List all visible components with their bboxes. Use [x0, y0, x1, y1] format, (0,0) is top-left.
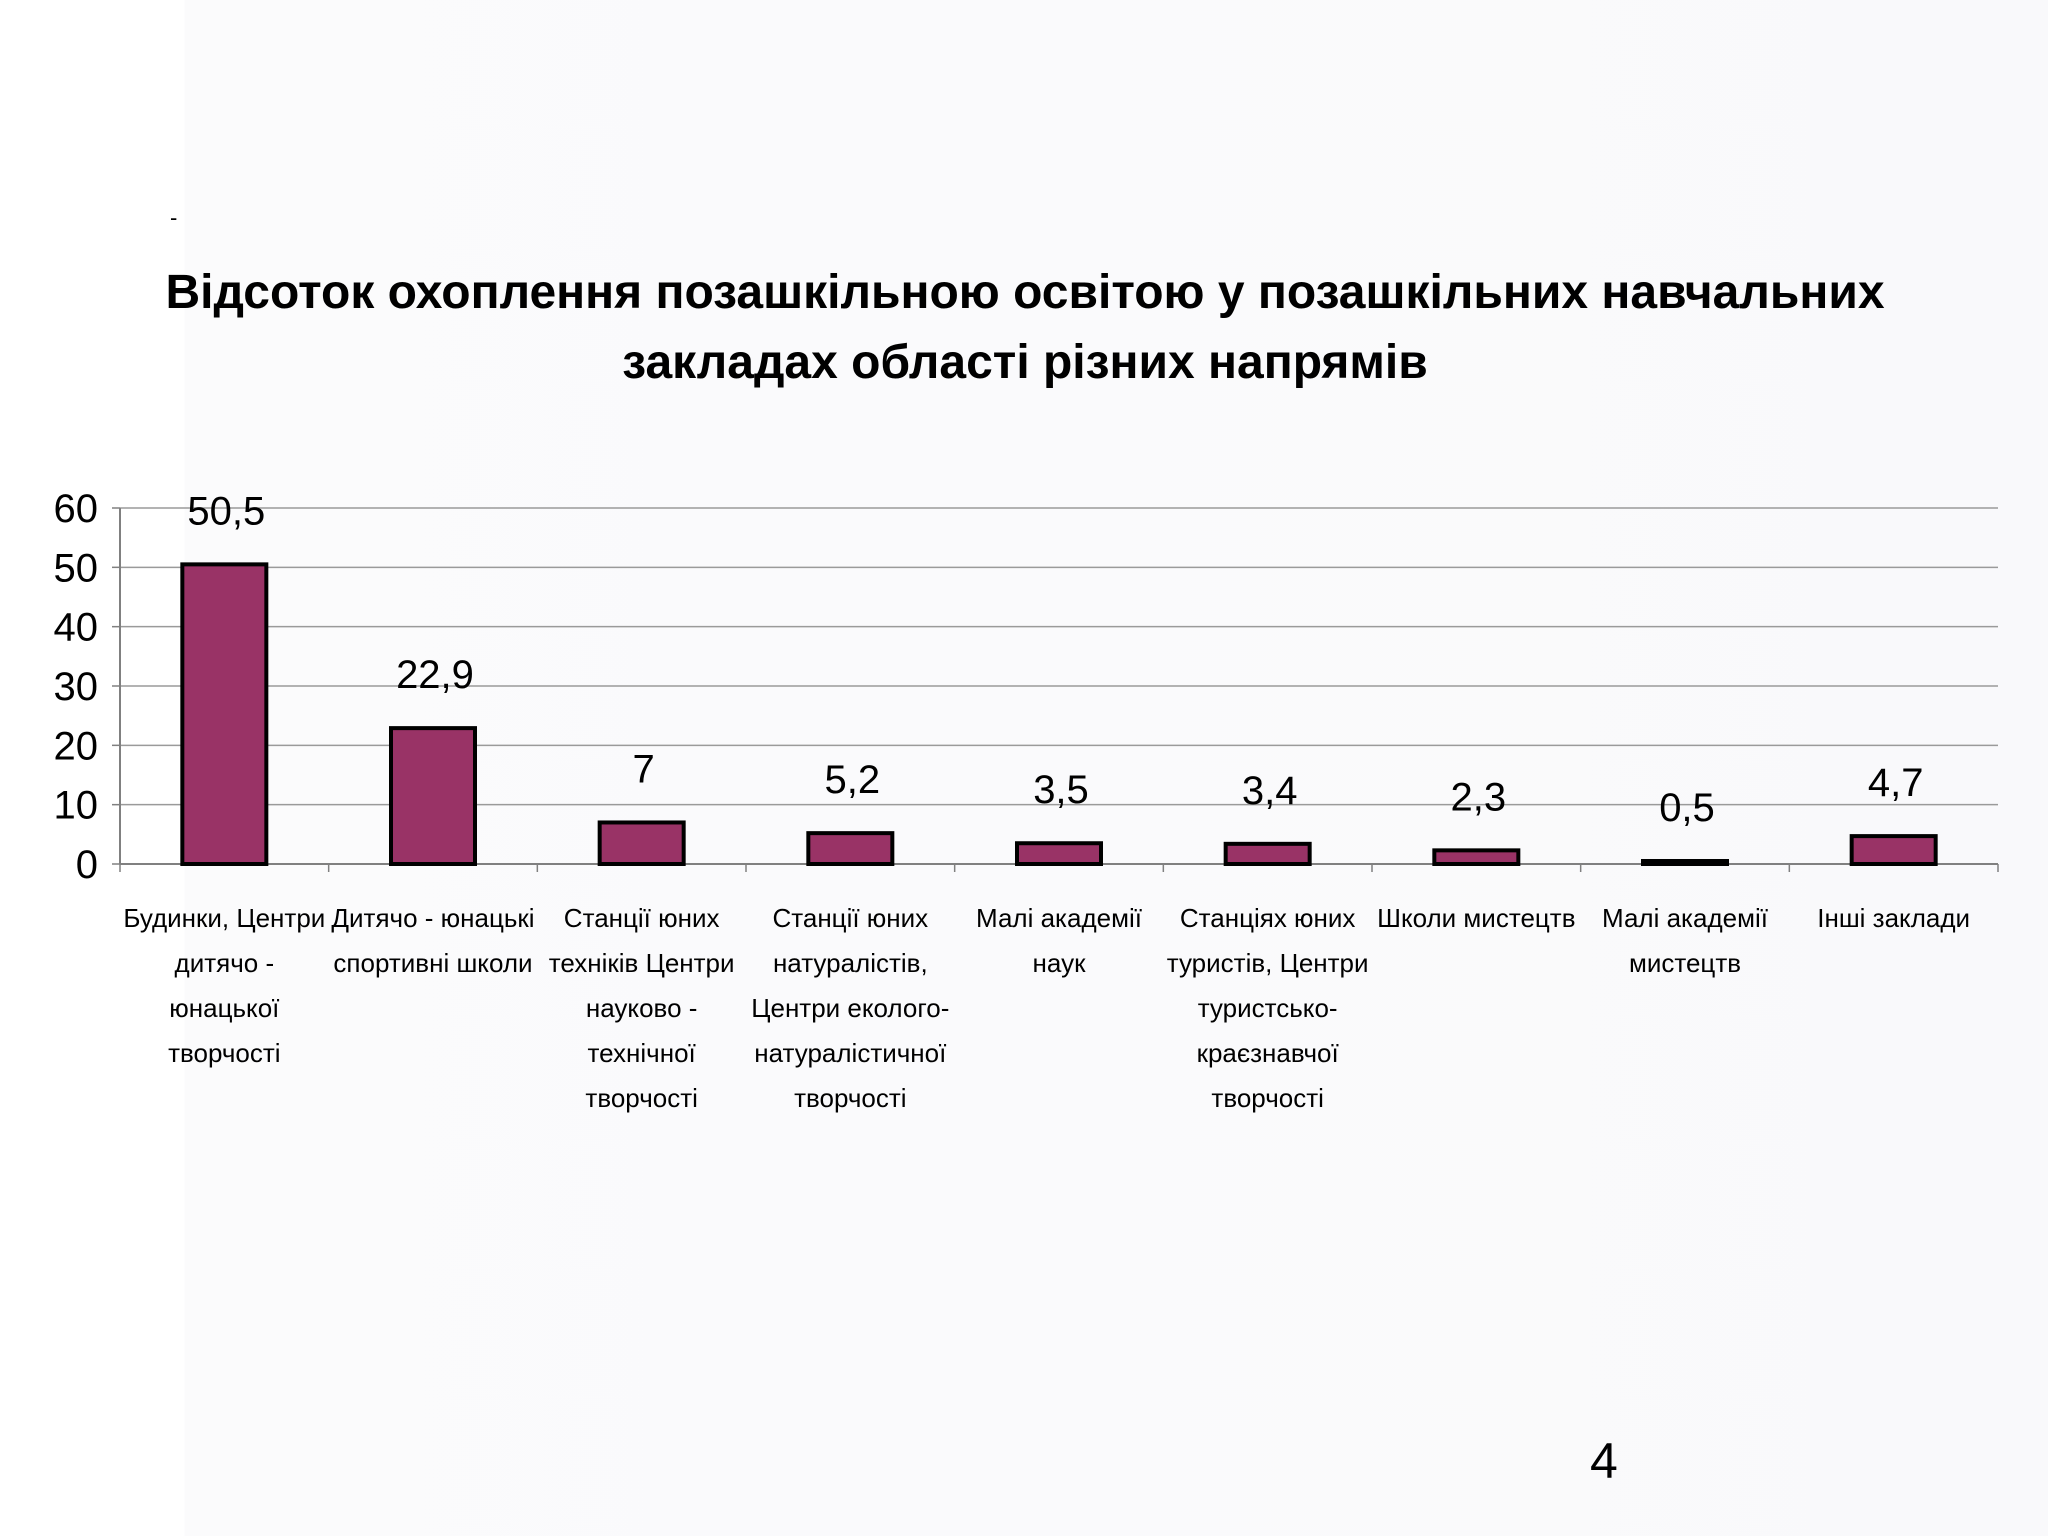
chart-title: Відсоток охоплення позашкільною освітою у позашкільних навчальних закладах області різних напрямів	[165, 266, 1885, 389]
data-label: 2,3	[1450, 775, 1507, 820]
y-tick-label: 50	[53, 546, 98, 591]
page-number: 4	[1590, 1433, 1618, 1489]
bar	[182, 564, 266, 864]
bar	[1643, 861, 1727, 864]
data-label: 3,5	[1033, 768, 1089, 813]
x-category-label: Інші заклади	[1817, 903, 1971, 933]
bar	[1852, 836, 1936, 864]
y-tick-label: 20	[53, 724, 98, 769]
x-category-label: Малі академії мистецтв	[1602, 903, 1768, 978]
bar	[1226, 844, 1310, 864]
x-category-label: Станціях юних туристів, Центри туристсько-краєзнавчої творчості	[1166, 903, 1369, 1113]
data-label: 4,7	[1867, 761, 1924, 806]
data-label: 3,4	[1241, 768, 1298, 813]
bar	[600, 822, 684, 864]
x-category-label: Станції юних натуралістів, Центри еколого-натуралістичної творчості	[751, 903, 950, 1113]
x-category-label: Станції юних техніків Центри науково - технічної творчості	[548, 903, 735, 1113]
bar	[1434, 850, 1518, 864]
slide-marker: -	[170, 205, 178, 230]
data-label: 50,5	[187, 489, 266, 534]
y-tick-label: 40	[53, 605, 98, 650]
bar	[391, 728, 475, 864]
x-category-label: Школи мистецтв	[1377, 903, 1576, 933]
data-label: 0,5	[1659, 786, 1715, 831]
y-tick-label: 60	[53, 487, 98, 531]
y-tick-label: 30	[53, 665, 98, 709]
y-tick-label: 10	[53, 783, 98, 828]
data-label: 22,9	[396, 653, 474, 698]
data-label: 7	[632, 747, 655, 792]
y-tick-label: 0	[75, 843, 98, 887]
data-label: 5,2	[824, 758, 881, 803]
x-category-label: Будинки, Центри дитячо - юнацької творчості	[123, 903, 326, 1068]
x-category-label: Малі академії наук	[976, 903, 1142, 978]
x-category-label: Дитячо - юнацькі спортивні школи	[331, 903, 535, 978]
bar	[1017, 843, 1101, 864]
bar	[808, 833, 892, 864]
